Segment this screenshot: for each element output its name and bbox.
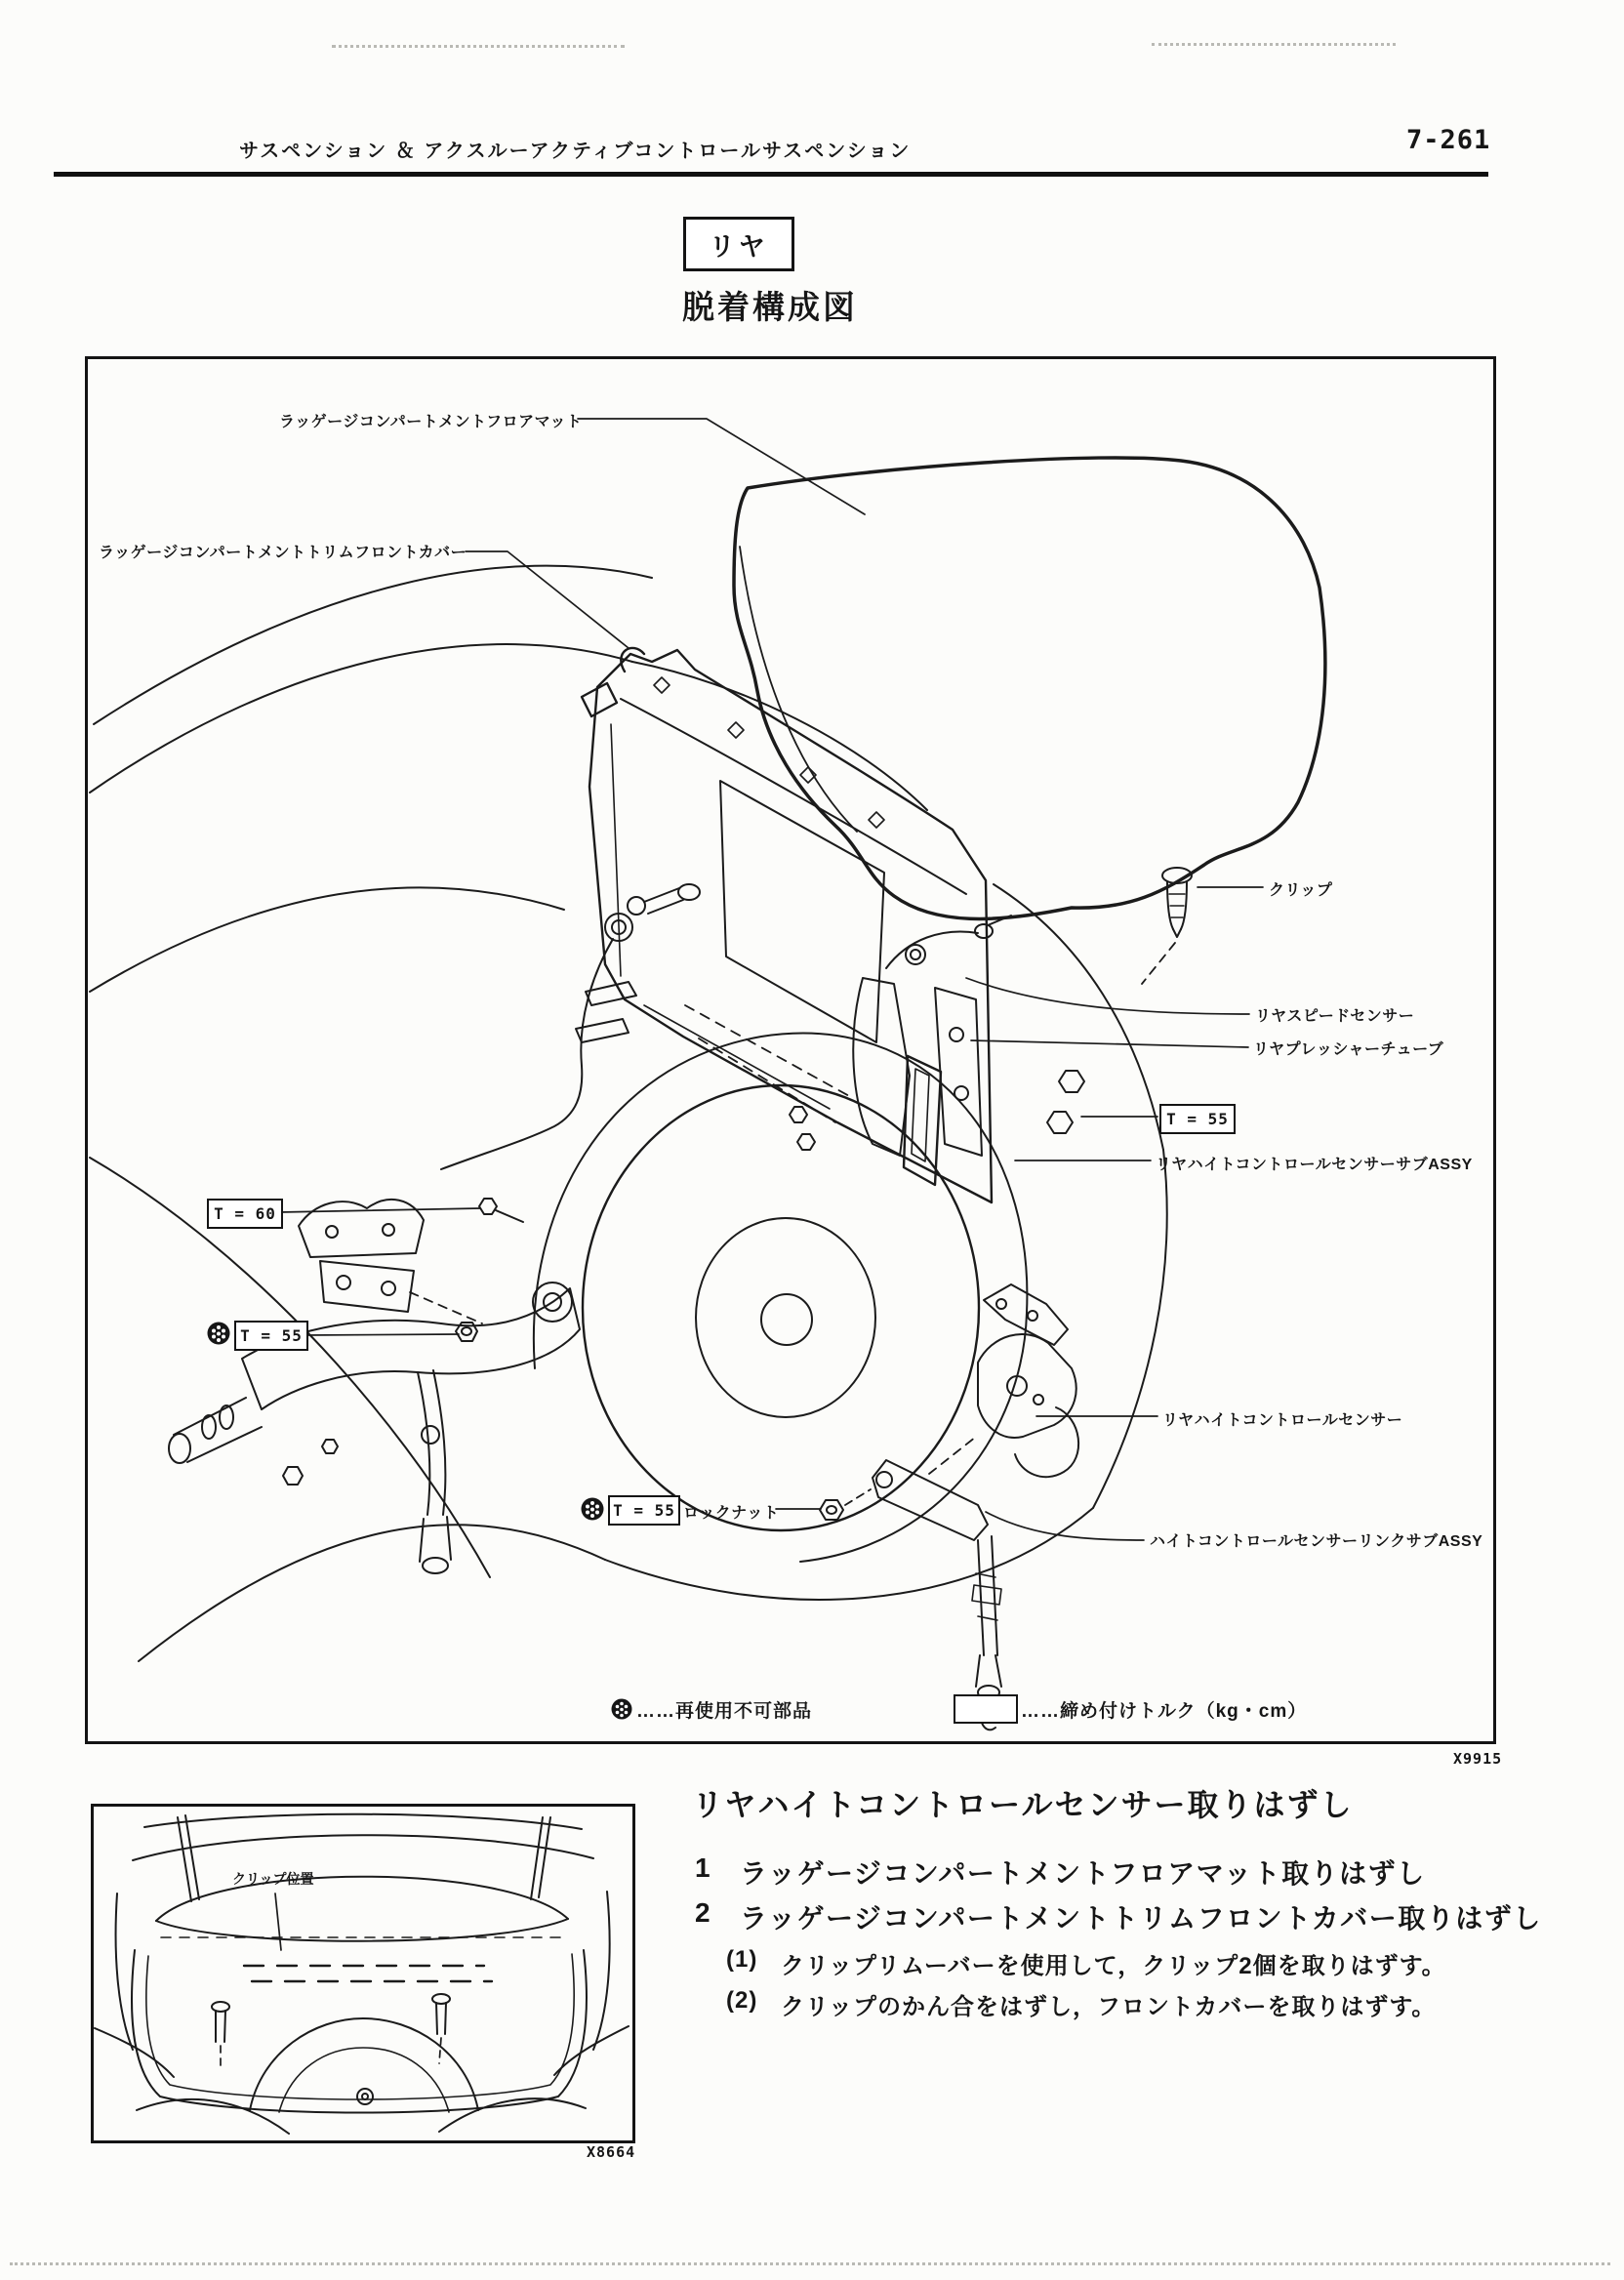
instruction-substep [726, 1987, 1436, 2021]
torque-box-t55-right: T = 55 [1159, 1104, 1236, 1134]
torque-box-t55-locknut: T = 55 [608, 1495, 680, 1526]
legend-non-reusable: ……再使用不可部品 [636, 1701, 813, 1722]
legend-torque-box [954, 1694, 1018, 1724]
trim-cover-art [582, 648, 992, 1202]
inset-figure-code: X8664 [587, 2143, 636, 2161]
label-trim-front-cover: ラッゲージコンパートメントトリムフロントカバー [99, 545, 467, 561]
label-clip-position: クリップ位置 [232, 1871, 314, 1887]
figure-code: X9915 [1453, 1750, 1503, 1768]
label-clip: クリップ [1269, 882, 1333, 899]
label-link-sub-assy: ハイトコントロールセンサーリンクサブASSY [1150, 1533, 1483, 1550]
clip-pin-art [1142, 868, 1192, 984]
torque-box-t60: T = 60 [207, 1199, 283, 1229]
leader-lines [279, 419, 1263, 1540]
step-number: 1 [695, 1852, 712, 1883]
step-number: 2 [695, 1897, 712, 1928]
label-rear-pressure-tube: リヤプレッシャーチューブ [1253, 1041, 1444, 1058]
substep-text: クリップリムーバーを使用して，クリップ2個を取りはずす。 [781, 1953, 1446, 1979]
suspension-art [169, 1199, 580, 1573]
substep-number: (1) [726, 1946, 758, 1973]
step-text: ラッゲージコンパートメントフロアマット取りはずし [740, 1858, 1426, 1889]
wheel-art [534, 1034, 1028, 1562]
label-height-sensor-sub-assy: リヤハイトコントロールセンサーサブASSY [1156, 1157, 1473, 1173]
substep-number: (2) [726, 1987, 758, 2014]
legend-torque: ……締め付けトルク（kg・cm） [1021, 1701, 1308, 1722]
page-number: 7-261 [1406, 125, 1491, 155]
height-sensor-assembly-art [820, 1284, 1078, 1730]
label-rear-height-control-sensor: リヤハイトコントロールセンサー [1162, 1412, 1403, 1429]
instructions-title: リヤハイトコントロールセンサー取りはずし [692, 1787, 1354, 1822]
instruction-step [695, 1852, 1426, 1892]
torque-box-t55-left: T = 55 [234, 1321, 308, 1351]
inset-trunk-art [95, 1814, 629, 2134]
page-title: サスペンション ＆ アクスルーアクティブコントロールサスペンション [239, 141, 912, 162]
instruction-step [695, 1897, 1542, 1936]
figure-subtitle: 脱着構成図 [682, 289, 858, 325]
label-rear-speed-sensor: リヤスピードセンサー [1255, 1008, 1415, 1025]
substep-text: クリップのかん合をはずし，フロントカバーを取りはずす。 [781, 1994, 1437, 2020]
label-lock-nut: ロックナット [683, 1505, 780, 1522]
floor-mat-art [734, 458, 1325, 919]
speed-sensor-art [441, 884, 851, 1169]
section-tag-rear: リヤ [683, 217, 794, 271]
step-text: ラッゲージコンパートメントトリムフロントカバー取りはずし [740, 1903, 1542, 1934]
instruction-substep [726, 1946, 1446, 1980]
label-floor-mat: ラッゲージコンパートメントフロアマット [279, 414, 583, 430]
